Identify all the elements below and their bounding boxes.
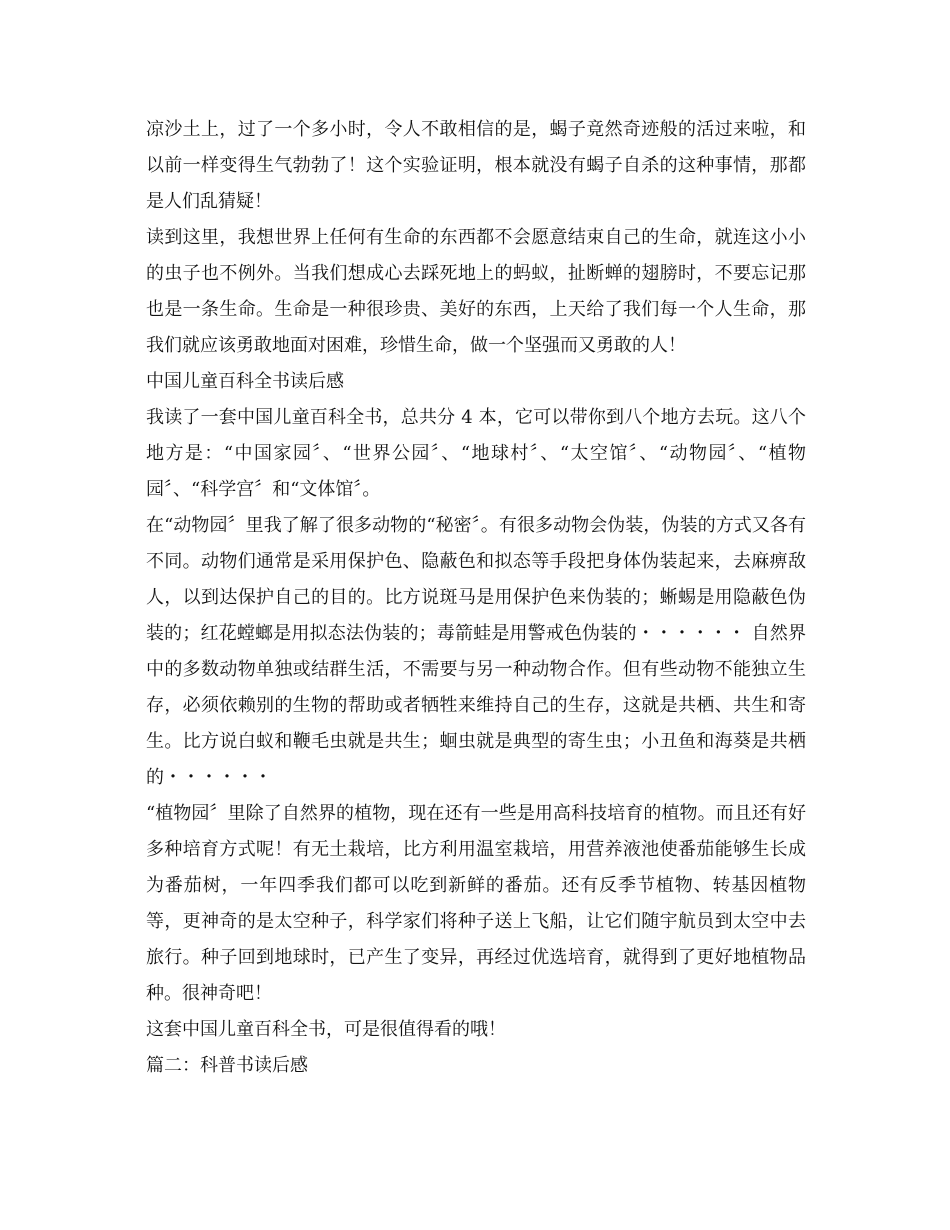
paragraph-botanical-garden: “植物园〞里除了自然界的植物，现在还有一些是用高科技培育的植物。而且还有好多种培育方式呢！有无土栽培，比方利用温室栽培，用营养液池使番茄能够生长成为番茄树，一年四季我们都可以吃到新鲜的番茄。还有反季节植物、转基因植物等，更神奇的是太空种子，科学家们将种子送上飞船，让它们随宇航员到太空中去旅行。种子回到地球时，已产生了变异，再经过优选培育，就得到了更好地植物品种。很神奇吧！ [146,803,806,1004]
section-heading-encyclopedia: 中国儿童百科全书读后感 [146,371,344,392]
section-heading-part-two: 篇二：科普书读后感 [146,1055,308,1076]
paragraph-scorpion-experiment: 凉沙土上，过了一个多小时，令人不敢相信的是，蝎子竟然奇迹般的活过来啦，和以前一样变得生气勃勃了！这个实验证明，根本就没有蝎子自杀的这种事情，那都是人们乱猜疑！ [146,119,806,212]
paragraph-zoo-section: 在“动物园〞里我了解了很多动物的“秘密〞。有很多动物会伪装，伪装的方式又各有不同。动物们通常是采用保护色、隐蔽色和拟态等手段把身体伪装起来，去麻痹敌人，以到达保护自己的目的。比方说斑马是用保护色来伪装的；蜥蜴是用隐蔽色伪装的；红花螳螂是用拟态法伪装的；毒箭蛙是用警戒色伪装的・・・・・・ 自然界中的多数动物单独或结群生活，不需要与另一种动物合作。但有些动物不能独立生存，必须依赖别的生物的帮助或者牺牲来维持自己的生存，这就是共栖、共生和寄生。比方说白蚁和鞭毛虫就是共生；蛔虫就是典型的寄生虫；小丑鱼和海葵是共栖的・・・・・・ [146,515,806,788]
paragraph-reflection-on-life: 读到这里，我想世界上任何有生命的东西都不会愿意结束自己的生命，就连这小小的虫子也不例外。当我们想成心去踩死地上的蚂蚁，扯断蝉的翅膀时，不要忘记那也是一条生命。生命是一种很珍贵、美好的东西，上天给了我们每一个人生命，那我们就应该勇敢地面对困难，珍惜生命，做一个坚强而又勇敢的人！ [146,227,806,356]
paragraph-encyclopedia-intro: 我读了一套中国儿童百科全书，总共分 4 本，它可以带你到八个地方去玩。这八个地方是：“中国家园〞、“世界公园〞、“地球村〞、“太空馆〞、“动物园〞、“植物园〞、“科学宫〞和“文体馆〞。 [146,407,806,500]
document-body [146,112,806,1084]
paragraph-recommendation: 这套中国儿童百科全书，可是很值得看的哦！ [146,1019,506,1040]
